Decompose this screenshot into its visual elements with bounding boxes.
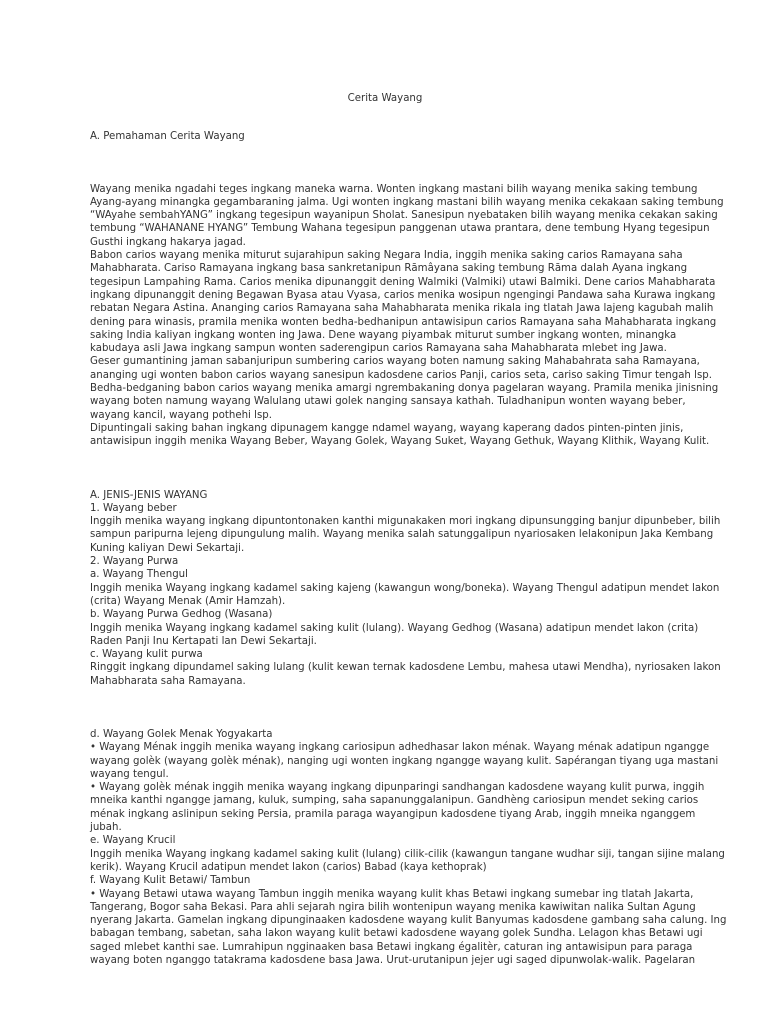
text-line: wayang tengul. — [90, 768, 169, 780]
text-line: Dipuntingali saking bahan ingkang dipunagem kangge ndamel wayang, wayang kaperang dados pinten-pinten jinis, — [90, 422, 684, 434]
intro-paragraphs — [90, 183, 724, 449]
text-line: saged mlebet kanthi sae. Lumrahipun ngginaaken basa Betawi ingkang égalitèr, caturan ing antawisipun para paraga — [90, 941, 693, 953]
text-line: Mahabharata. Cariso Ramayana ingkang basa sankretanipun Rāmâyana saking tembung Rāma dalah Ayana ingkang — [90, 263, 688, 275]
subheading: c. Wayang kulit purwa — [90, 649, 203, 661]
spacer — [90, 163, 680, 183]
spacer — [90, 449, 680, 469]
text-line: wayang kancil, wayang pothehi lsp. — [90, 409, 272, 421]
jenis-wayang-section — [90, 489, 721, 688]
subheading: d. Wayang Golek Menak Yogyakarta — [90, 728, 273, 740]
text-line: antawisipun inggih menika Wayang Beber, Wayang Golek, Wayang Suket, Wayang Gethuk, Wayang Klithik, Wayang Kulit. — [90, 436, 710, 448]
document-page — [90, 92, 727, 967]
text-line: mneika kanthi ngangge jamang, kuluk, sumping, saha sapanunggalanipun. Gandhèng cariosipun mendet seking carios — [90, 795, 699, 807]
spacer — [90, 469, 680, 489]
text-line: wayang boten nganggo tatakrama kadosdene basa Jawa. Urut-urutanipun jejer ugi saged dipunwolak-walik. Pagelaran — [90, 955, 696, 967]
text-line: kerik). Wayang Krucil adatipun mendet lakon (carios) Babad (kaya kethoprak) — [90, 861, 487, 873]
text-line: Ayang-ayang minangka gegambaraning jalma. Ugi wonten ingkang mastani bilih wayang menika cekakaan saking tembung — [90, 196, 724, 208]
subheading: b. Wayang Purwa Gedhog (Wasana) — [90, 609, 273, 621]
text-line: kabudaya asli Jawa ingkang sampun wonten saderengipun carios Ramayana saha Mahabharata mlebet ing Jawa. — [90, 343, 667, 355]
text-line: • Wayang Betawi utawa wayang Tambun inggih menika wayang kulit khas Betawi ingkang sumebar ing tlatah Jakarta, — [90, 888, 694, 900]
text-line: (crita) Wayang Menak (Amir Hamzah). — [90, 595, 286, 607]
text-line: babagan tembang, sabetan, saha lakon wayang kulit betawi kadosdene wayang golek Sundha. Lelagon khas Betawi ugi — [90, 928, 703, 940]
text-line: saking India kaliyan ingkang wonten ing Jawa. Dene wayang piyambak miturut sumber ingkang wonten, minangka — [90, 329, 677, 341]
text-line: Geser gumantining jaman sabanjuripun sumbering carios wayang boten namung saking Mahabahrata saha Ramayana, — [90, 356, 700, 368]
text-line: Mahabharata saha Ramayana. — [90, 675, 246, 687]
text-line: Inggih menika wayang ingkang dipuntontonaken kanthi migunakaken mori ingkang dipunsungging banjur dipunbeber, bilih — [90, 516, 721, 528]
text-line: ananging ugi wonten babon carios wayang sanesipun kadosdene carios Panji, carios seta, cariso saking Timur tengah lsp. — [90, 369, 712, 381]
section-heading: A. Pemahaman Cerita Wayang — [90, 131, 245, 143]
text-line: Raden Panji Inu Kertapati lan Dewi Sekartaji. — [90, 635, 317, 647]
subheading: f. Wayang Kulit Betawi/ Tambun — [90, 875, 251, 887]
text-line: rebatan Negara Astina. Ananging carios Ramayana saha Mahabharata menika rikala ing tlatah Jawa lajeng kagubah malih — [90, 303, 714, 315]
text-line: Babon carios wayang menika miturut sujarahipun saking Negara India, inggih menika saking carios Ramayana saha — [90, 250, 683, 262]
subheading: e. Wayang Krucil — [90, 835, 176, 847]
text-line: tegesipun Lampahing Rama. Carios menika dipunanggit dening Walmiki (Valmiki) utawi Balmiki. Dene carios Mahabharata — [90, 276, 716, 288]
text-line: wayang boten namung wayang Walulang utawi golek nanging sansaya kathah. Tuladhanipun wonten wayang beber, — [90, 396, 686, 408]
subheading: a. Wayang Thengul — [90, 569, 188, 581]
golek-section — [90, 728, 727, 967]
text-line: ingkang dipunanggit dening Begawan Byasa atau Vyasa, carios menika wosipun ngengingi Pandawa saha Kurawa ingkang — [90, 289, 716, 301]
text-line: ménak ingkang aslinipun seking Persia, pramila paraga wayangipun kadosdene tiyang Arab, inggih mneika nganggem — [90, 808, 696, 820]
text-line: Inggih menika Wayang ingkang kadamel saking kulit (lulang). Wayang Gedhog (Wasana) adatipun mendet lakon (crita) — [90, 622, 699, 634]
text-line: Ringgit ingkang dipundamel saking lulang (kulit kewan ternak kadosdene Lembu, mahesa utawi Mendha), nyriosaken lakon — [90, 662, 721, 674]
text-line: Inggih menika Wayang ingkang kadamel saking kulit (lulang) cilik-cilik (kawangun tangane wudhar siji, tangan sijine malang — [90, 848, 725, 860]
text-line: Tangerang, Bogor saha Bekasi. Para ahli sejarah ngira bilih wontenipun wayang menika kawiwitan nalika Sultan Agung — [90, 901, 696, 913]
text-line: Kuning kaliyan Dewi Sekartaji. — [90, 542, 245, 554]
text-line: dening para winasis, pramila menika wonten bedha-bedhanipun antawisipun carios Ramayana saha Mahabharata ingkang — [90, 316, 717, 328]
subheading: 2. Wayang Purwa — [90, 556, 179, 568]
spacer — [90, 105, 680, 130]
document-title: Cerita Wayang — [347, 93, 423, 104]
section-heading: A. JENIS-JENIS WAYANG — [90, 489, 208, 501]
text-line: Inggih menika Wayang ingkang kadamel saking kajeng (kawangun wong/boneka). Wayang Thengul adatipun mendet lakon — [90, 582, 720, 594]
text-line: nyerang Jakarta. Gamelan ingkang dipunginaaken kadosdene wayang kulit Banyumas kadosdene gambang saha calung. Ing — [90, 915, 727, 927]
spacer — [90, 688, 680, 708]
spacer — [90, 144, 680, 163]
text-line: Gusthi ingkang hakarya jagad. — [90, 236, 246, 248]
text-line: “WAyahe sembahYANG” ingkang tegesipun wayanipun Sholat. Sanesipun nyebataken bilih wayang menika cekakan saking — [90, 210, 718, 222]
text-line: tembung “WAHANANE HYANG” Tembung Wahana tegesipun panggenan utawa prantara, dene tembung Hyang tegesipun — [90, 223, 710, 235]
text-line: Wayang menika ngadahi teges ingkang maneka warna. Wonten ingkang mastani bilih wayang menika saking tembung — [90, 183, 698, 195]
text-line: Bedha-bedganing babon carios wayang menika amargi ngrembakaning donya pagelaran wayang. Pramila menika jinisning — [90, 383, 719, 395]
text-line: wayang golèk (wayang golèk ménak), nanging ugi wonten ingkang ngangge wayang kulit. Sapérangan tiyang uga mastani — [90, 755, 719, 767]
text-line: • Wayang golèk ménak inggih menika wayang ingkang dipunparingi sandhangan kadosdene wayang kulit purwa, inggih — [90, 782, 705, 794]
text-line: jubah. — [90, 822, 122, 834]
subheading: 1. Wayang beber — [90, 502, 177, 514]
text-line: sampun paripurna lejeng dipungulung malih. Wayang menika salah satunggalipun nyariosaken lelakonipun Jaka Kembang — [90, 529, 714, 541]
spacer — [90, 708, 680, 728]
text-line: • Wayang Ménak inggih menika wayang ingkang cariosipun adhedhasar lakon ménak. Wayang ménak adatipun ngangge — [90, 742, 710, 754]
